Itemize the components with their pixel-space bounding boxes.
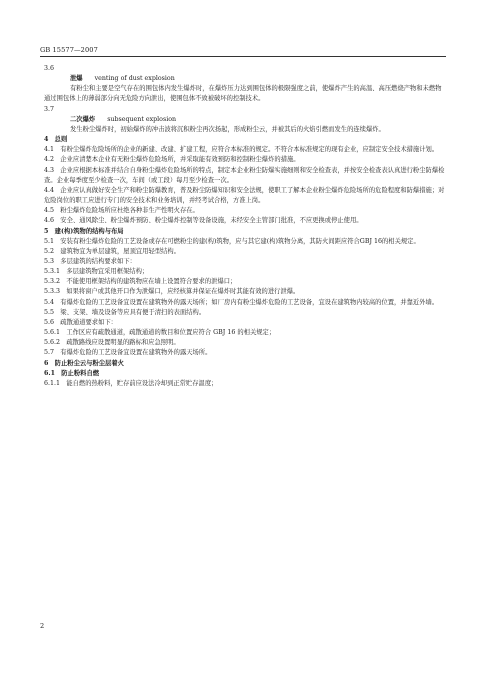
page-number: 2 [40,622,45,630]
standard-number: GB 15577—2007 [40,46,98,54]
clause-paragraph: 5.3.2 不能使用框架结构的建筑物应在墙上设置符合要求的泄爆口； [44,278,237,286]
clause-paragraph: 5.4 有爆炸危险的工艺设备宜设置在建筑物外的露天场所；如厂房内有粉尘爆炸危险的工艺设备，宜设在建筑物内较高的位置，并靠近外墙。 [44,298,439,306]
clause-paragraph: 5.2 建筑物宜为单层建筑，屋顶宜用轻型结构。 [44,247,180,255]
section-4-heading: 4 总则 [44,136,68,144]
term-definition: 发生粉尘爆炸时，初始爆炸的冲击波将沉积粉尘再次扬起，形成粉尘云，并被其后的火焰引燃而发生的连续爆炸。 [70,125,385,133]
term-line [44,74,446,84]
clause-paragraph: 5.5 梁、支架、墙及设备等应具有便于清扫的表面结构。 [44,308,206,316]
term-english: venting of dust explosion [94,75,175,83]
term-chinese: 泄爆 [70,75,83,83]
section-5-heading: 5 建(构)筑物的结构与布局 [44,227,124,235]
clause-paragraph: 4.4 企业应认真做好安全生产和粉尘防爆教育，普及粉尘防爆知识和安全法规，使职工了解本企业粉尘爆炸危险场所的危险程度和防爆措施；对危险岗位的职工应进行专门的安全技术和业务培训，并经考试合格，方准上岗。 [44,186,445,205]
term-definition: 有粉尘和主要是空气存在的围包体内发生爆炸时，在爆炸压力达到围包体的极限强度之前，使爆炸产生的高温、高压燃烧产物和未燃物通过围包体上的薄弱部分向无危险方向泄出，使围包体不致被破坏的控制技术。 [44,85,442,103]
document-body [44,64,446,389]
header-rule [40,56,446,57]
clause-paragraph: 5.6.2 疏散路线应设置明显的路标和应急照明。 [44,339,180,347]
clause-3-7 [44,105,446,135]
clause-paragraph: 4.5 粉尘爆炸危险场所应杜绝各种非生产性明火存在。 [44,207,199,215]
clause-paragraph: 5.6.1 工作区应有疏散通道，疏散通道的数目和位置应符合 GBJ 16 的相关规定； [44,329,276,337]
subclause-heading: 6.1 防止粉料自燃 [44,369,100,377]
clause-number: 3.7 [44,105,55,113]
term-line [44,115,446,125]
clause-paragraph: 5.7 有爆炸危险的工艺设备宜设置在建筑物外的露天场所。 [44,349,212,357]
clause-paragraph: 4.6 安全、通风除尘、粉尘爆炸预防、粉尘爆炸控制等设备设施，未经安全主管部门批准，不应更换或停止使用。 [44,217,363,225]
clause-paragraph: 5.3 多层建筑的结构要求如下： [44,257,136,265]
clause-paragraph: 5.3.3 如果将窗户或其他开口作为泄爆口，应经核算并保证在爆炸时其能有效的进行泄爆。 [44,288,300,296]
section-4-body [44,145,446,226]
clause-paragraph: 5.3.1 多层建筑物宜采用框架结构； [44,268,149,276]
section-5-body [44,237,446,359]
clause-paragraph: 4.1 有粉尘爆炸危险场所的企业的新建、改建、扩建工程，应符合本标准的规定。不符合本标准规定的现有企业，应制定安全技术措施计划。 [44,146,439,154]
term-chinese: 二次爆炸 [70,115,96,123]
clause-paragraph: 4.2 企业应清楚本企业有无粉尘爆炸危险场所，并采取能有效预防和控制粉尘爆炸的措施。 [44,156,300,164]
clause-number: 3.6 [44,65,55,72]
clause-paragraph: 5.6 疏散通道要求如下： [44,318,117,326]
section-6-body [44,369,446,389]
clause-paragraph: 6.1.1 能自燃的热粉料，贮存前应设法冷却到正常贮存温度； [44,379,218,387]
clause-paragraph: 4.3 企业应根据本标准并结合自身粉尘爆炸危险场所的特点，制定本企业粉尘防爆实施细则和安全检查表，并按安全检查表认真进行粉尘防爆检查。企业每季度至少检查一次，车间（或工段）每月至少检查一次。 [44,166,445,184]
section-6-heading: 6 防止粉尘云与粉尘层着火 [44,359,124,367]
term-english: subsequent explosion [107,115,177,123]
clause-paragraph: 5.1 安装有粉尘爆炸危险的工艺设备或存在可燃粉尘的建(构)筑物，应与其它建(构)筑物分离，其防火间距应符合GBJ 16的相关规定。 [44,237,420,245]
clause-3-6 [44,64,446,105]
